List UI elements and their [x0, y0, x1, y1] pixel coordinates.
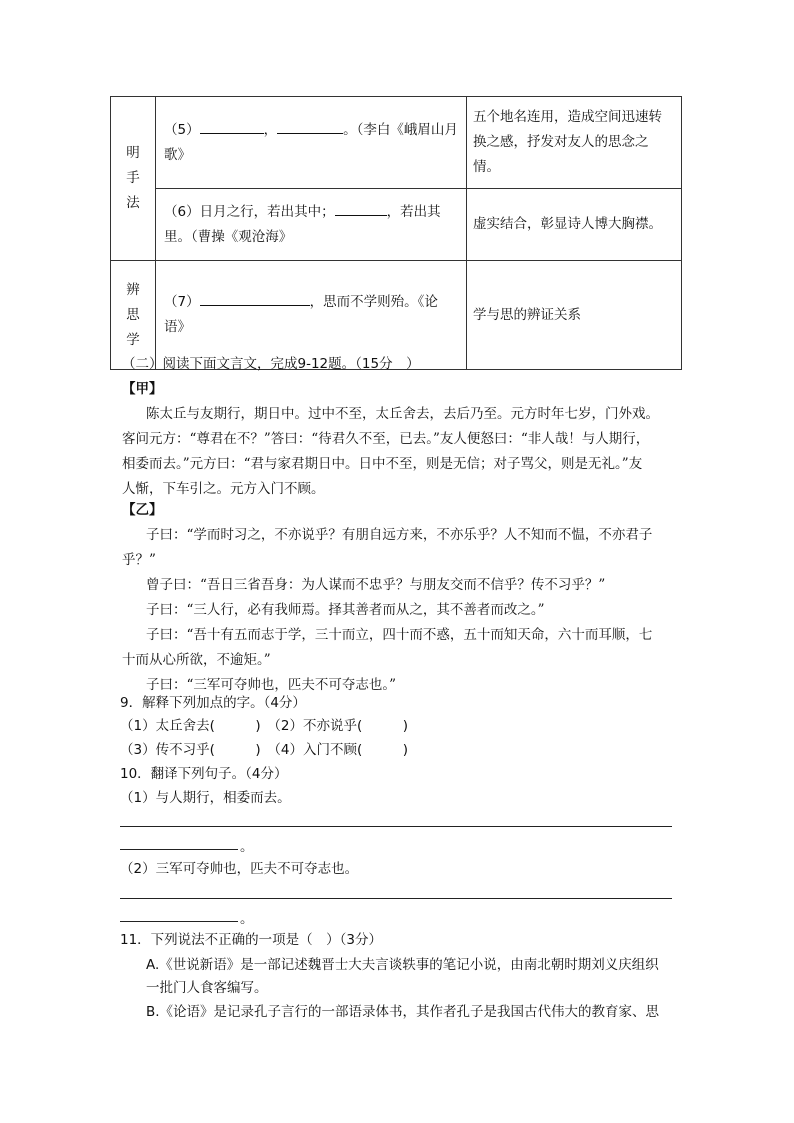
passage-jia-label: 【甲】: [122, 381, 163, 397]
answer-line[interactable]: [120, 921, 238, 922]
passage-line: 曾子曰：“吾日三省吾身：为人谋而不忠乎？与朋友交而不信乎？传不习乎？”: [146, 577, 606, 593]
period-mark: 。: [240, 839, 254, 855]
category-char: 学: [126, 331, 140, 348]
category-char: 思: [126, 306, 140, 323]
passage-line: 相委而去。”元方曰：“君与家君期日中。日中不至，则是无信；对子骂父，则是无礼。”友: [122, 456, 643, 472]
question-10-item-2: （2）三军可夺帅也，匹夫不可夺志也。: [120, 861, 359, 877]
category-char: 明: [126, 145, 140, 161]
answer-blank[interactable]: [200, 291, 310, 306]
option-b: B.《论语》是记录孔子言行的一部语录体书，其作者孔子是我国古代伟大的教育家、思: [146, 1004, 660, 1020]
answer-line[interactable]: [120, 898, 672, 899]
category-char: 法: [126, 195, 140, 211]
question-cell-5: （5） ， 。（李白《峨眉山月歌》: [156, 97, 467, 189]
category-cell-ming-shou-fa: [111, 97, 156, 261]
passage-line: 陈太丘与友期行，期日中。过中不至，太丘舍去，去后乃至。元方时年七岁，门外戏。: [146, 406, 659, 422]
question-9-title: 9．解释下列加点的字。（4分）: [120, 695, 306, 711]
passage-line: 子曰：“三军可夺帅也，匹夫不可夺志也。”: [146, 677, 397, 693]
poetry-table: [110, 96, 682, 370]
question-9-row: （3）传不习乎( ) （4）入门不顾( ): [120, 742, 408, 758]
answer-cell-6: 虚实结合，彰显诗人博大胸襟。: [467, 189, 682, 261]
question-9-row: （1）太丘舍去( ) （2）不亦说乎( ): [120, 718, 408, 734]
question-11-title: 11．下列说法不正确的一项是（ ）（3分）: [120, 932, 383, 948]
answer-blank[interactable]: [277, 119, 343, 134]
answer-blank[interactable]: [335, 201, 387, 216]
option-a-cont: 一批门人食客编写。: [146, 980, 268, 996]
passage-line: 人惭，下车引之。元方入门不顾。: [122, 481, 325, 497]
option-a: A.《世说新语》是一部记述魏晋士大夫言谈轶事的笔记小说，由南北朝时期刘义庆组织: [146, 957, 659, 973]
answer-line[interactable]: [120, 826, 672, 827]
answer-cell-5: 五个地名连用，造成空间迅速转换之感，抒发对友人的思念之情。: [467, 97, 682, 189]
passage-line: 十而从心所欲，不逾矩。”: [122, 652, 271, 668]
passage-line: 客问元方：“尊君在不？”答曰：“待君久不至，已去。”友人便怒曰：“非人哉！与人期行，: [122, 431, 650, 447]
passage-line: 子曰：“吾十有五而志于学，三十而立，四十而不惑，五十而知天命，六十而耳顺，七: [146, 627, 653, 643]
section-intro: （二）阅读下面文言文，完成9-12题。（15分 ）: [122, 356, 420, 372]
passage-line: 子曰：“学而时习之，不亦说乎？有朋自远方来，不亦乐乎？人不知而不愠，不亦君子: [146, 527, 653, 543]
question-cell-6: （6）日月之行，若出其中； ，若出其里。（曹操《观沧海》: [156, 189, 467, 261]
answer-cell-7: 学与思的辨证关系: [467, 261, 682, 370]
period-mark: 。: [240, 911, 254, 927]
question-10-item-1: （1）与人期行，相委而去。: [120, 790, 291, 806]
passage-line: 乎？”: [122, 552, 156, 568]
category-char: 辨: [126, 281, 140, 298]
question-cell-7: （7） ，思而不学则殆。《论语》: [156, 261, 467, 370]
category-char: 手: [126, 170, 140, 186]
answer-line[interactable]: [120, 849, 238, 850]
passage-line: 子曰：“三人行，必有我师焉。择其善者而从之，其不善者而改之。”: [146, 602, 545, 618]
passage-yi-label: 【乙】: [122, 502, 163, 518]
answer-blank[interactable]: [200, 119, 264, 134]
question-10-title: 10．翻译下列句子。（4分）: [120, 766, 288, 782]
